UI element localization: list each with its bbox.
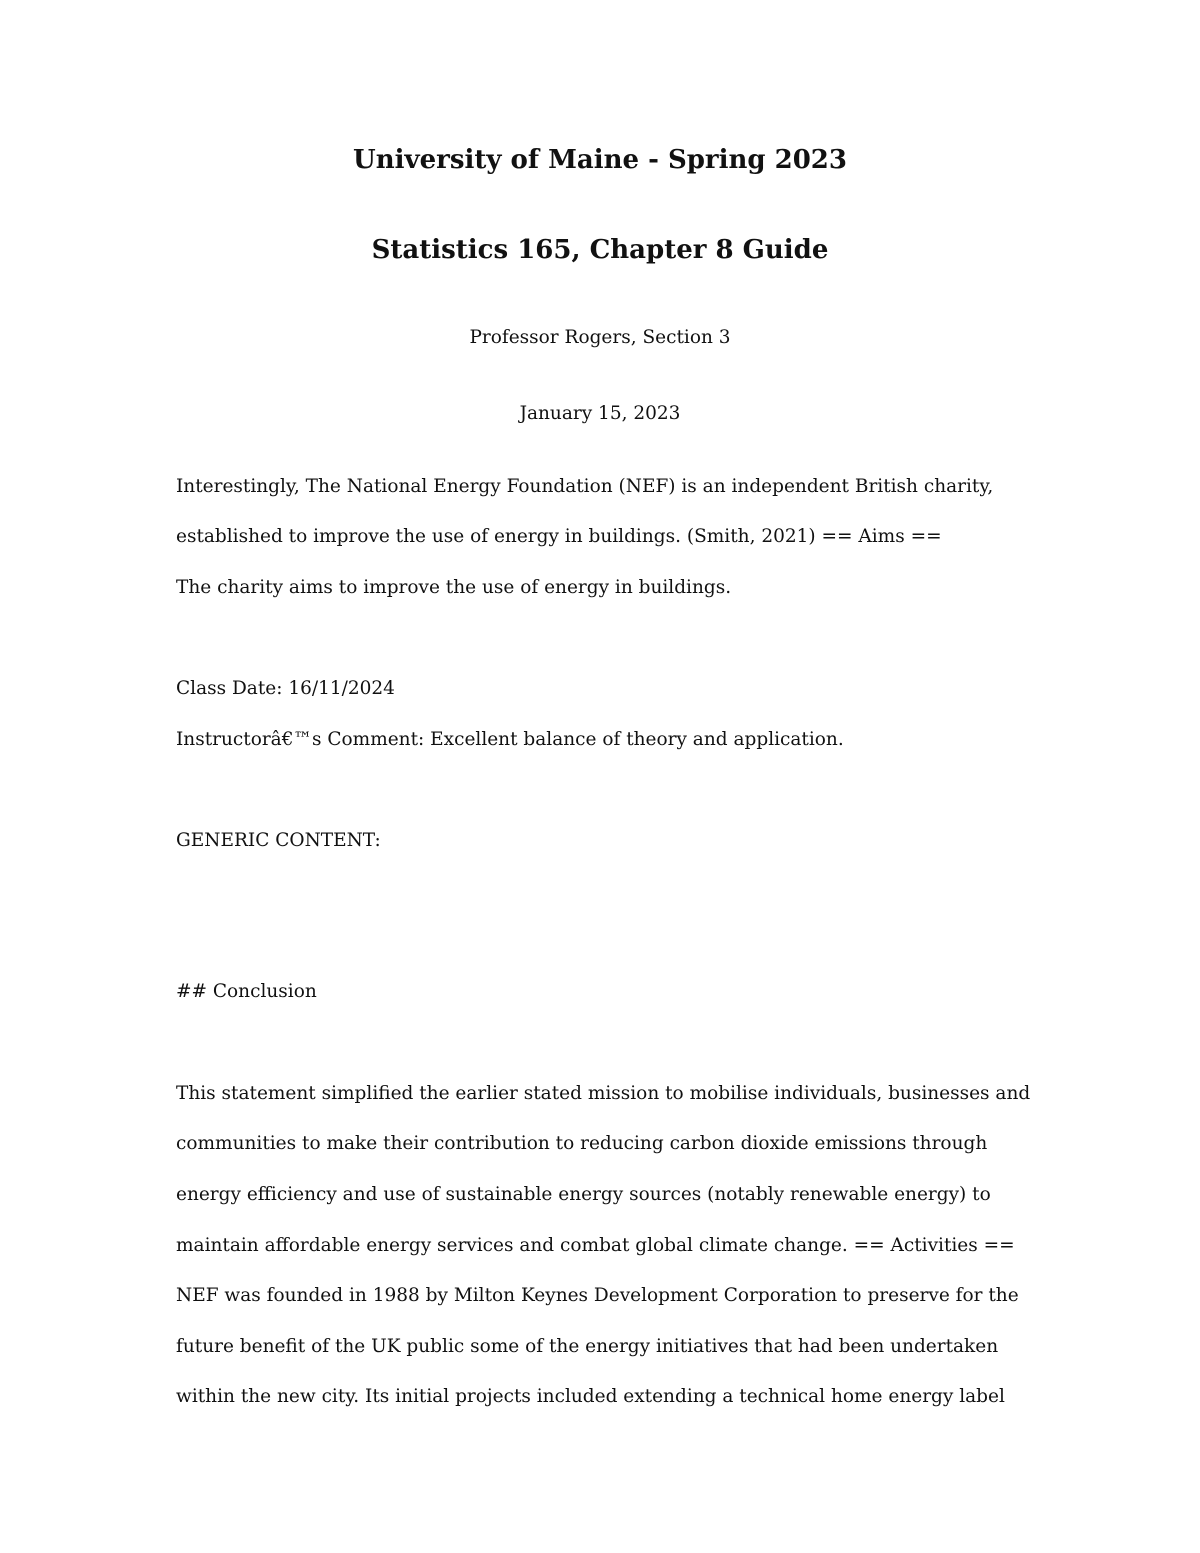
intro-line-3: The charity aims to improve the use of energy in buildings.: [176, 577, 732, 598]
conclusion-line-7: within the new city. Its initial projects included extending a technical home energy label: [176, 1386, 1005, 1407]
instructor-comment: Instructorâ€™s Comment: Excellent balance of theory and application.: [176, 729, 844, 750]
conclusion-line-4: maintain affordable energy services and combat global climate change. == Activities ==: [176, 1235, 1015, 1256]
conclusion-line-3: energy efficiency and use of sustainable energy sources (notably renewable energy) to: [176, 1184, 991, 1205]
conclusion-line-2: communities to make their contribution to reducing carbon dioxide emissions through: [176, 1133, 988, 1154]
university-title: University of Maine - Spring 2023: [353, 145, 847, 175]
conclusion-line-6: future benefit of the UK public some of the energy initiatives that had been undertaken: [176, 1336, 999, 1357]
generic-content-label: GENERIC CONTENT:: [176, 830, 381, 851]
instructor-line: Professor Rogers, Section 3: [469, 327, 731, 348]
document-date: January 15, 2023: [519, 403, 681, 424]
course-title: Statistics 165, Chapter 8 Guide: [371, 235, 829, 265]
conclusion-line-1: This statement simplified the earlier stated mission to mobilise individuals, businesses and: [176, 1083, 1031, 1104]
conclusion-heading: ## Conclusion: [176, 981, 317, 1002]
intro-line-2: established to improve the use of energy in buildings. (Smith, 2021) == Aims ==: [176, 526, 942, 547]
intro-line-1: Interestingly, The National Energy Foundation (NEF) is an independent British charity,: [176, 476, 994, 497]
class-date: Class Date: 16/11/2024: [176, 678, 395, 699]
conclusion-line-5: NEF was founded in 1988 by Milton Keynes Development Corporation to preserve for the: [176, 1285, 1019, 1306]
